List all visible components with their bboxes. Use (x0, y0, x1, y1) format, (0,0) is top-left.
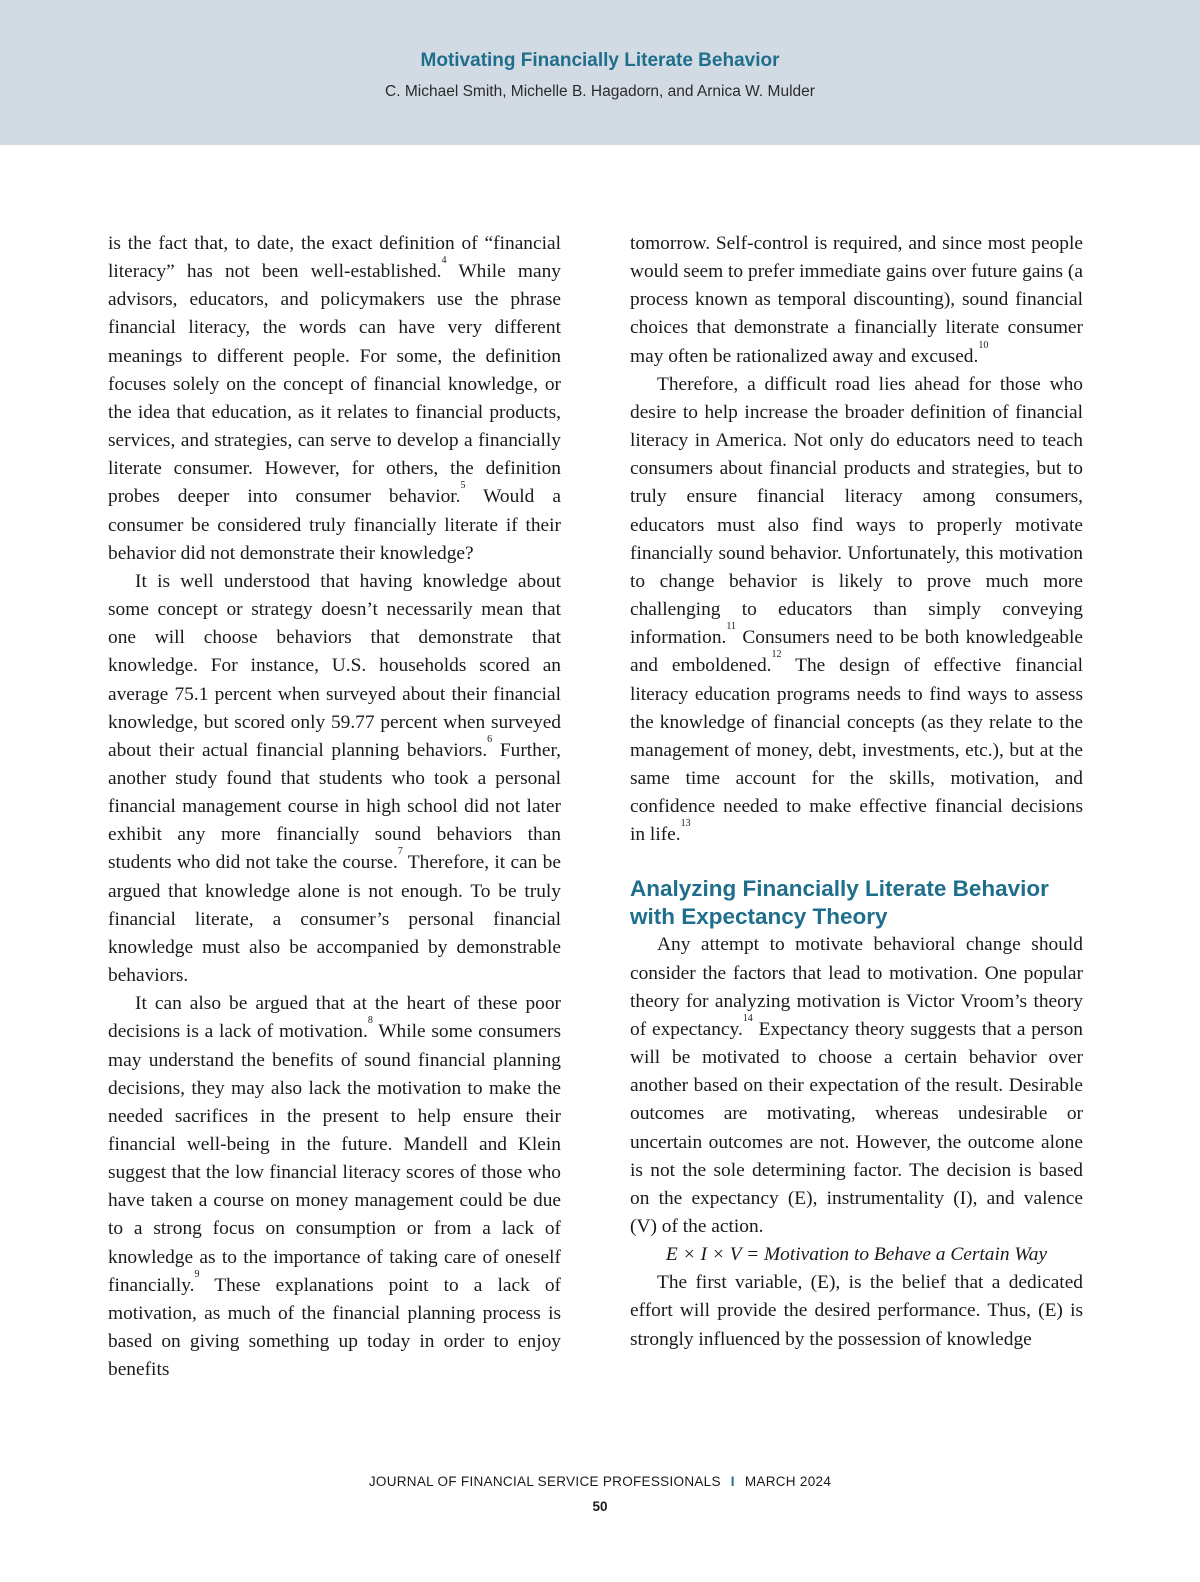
body-paragraph: tomorrow. Self-control is required, and since most people would seem to prefer immediate gains over future gains (a process known as temporal discounting), sound financial choices that demonstrate a financially literate consumer may often be rationalized away and excused.$^{10}$ (630, 233, 1083, 367)
footnote-ref: 5 (460, 480, 466, 492)
footnote-ref: 13 (680, 818, 691, 830)
left-column (108, 230, 561, 1384)
footnote-ref: 10 (978, 339, 989, 351)
body-paragraph: It can also be argued that at the heart of these poor decisions is a lack of motivation.$^8$ While some consumers may understand the benefits of sound financial planning decisions, they may also lack the motivation to make the needed sacrifices in the present to help ensure their financial well-being in the future. Mandell and Klein suggest that the low financial literacy scores of those who have taken a course on money management could be due to a strong focus on consumption or from a lack of knowledge as to the importance of taking care of oneself financially.$^9$ These explanations point to a lack of motivation, as much of the financial planning process is based on giving something up today in order to enjoy benefits (108, 993, 561, 1381)
footer-journal-line (0, 1474, 1200, 1489)
article-authors: C. Michael Smith, Michelle B. Hagadorn, and Arnica W. Mulder (385, 83, 815, 100)
section-heading: Analyzing Financially Literate Behavior with Expectancy Theory (630, 876, 1049, 930)
body-paragraph: Therefore, a difficult road lies ahead for those who desire to help increase the broader definition of financial literacy in America. Not only do educators need to teach consumers about financial products and strategies, but to truly ensure financial literacy among consumers, educators must also find ways to properly motivate financially sound behavior. Unfortunately, this motivation to change behavior is likely to prove much more challenging to educators than simply conveying information.$^{11}$ Consumers need to be both knowledgeable and emboldened.$^{12}$ The design of effective financial literacy education programs needs to find ways to assess the knowledge of financial concepts (as they relate to the management of money, debt, investments, etc.), but at the same time account for the skills, motivation, and confidence needed to make effective financial decisions in life.$^{13}$ (630, 373, 1083, 846)
footer-separator: I (730, 1474, 735, 1489)
footnote-ref: 4 (441, 255, 447, 267)
footnote-ref: 14 (742, 1012, 753, 1024)
journal-name: JOURNAL OF FINANCIAL SERVICE PROFESSIONALS (368, 1474, 721, 1489)
article-title: Motivating Financially Literate Behavior (420, 50, 780, 71)
footnote-ref: 8 (367, 1015, 373, 1027)
footnote-ref: 12 (771, 649, 782, 661)
body-paragraph: Any attempt to motivate behavioral change should consider the factors that lead to motivation. One popular theory for analyzing motivation is Victor Vroom’s theory of expectancy.$^{14}$ Expectancy theory suggests that a person will be motivated to choose a certain behavior over another based on their expectation of the result. Desirable outcomes are motivating, whereas undesirable or uncertain outcomes are not. However, the outcome alone is not the sole determining factor. The decision is based on the expectancy (E), instrumentality (I), and valence (V) of the action. (630, 934, 1083, 1237)
footnote-ref: 6 (487, 733, 493, 745)
right-column (630, 230, 1083, 1354)
footnote-ref: 9 (194, 1268, 200, 1280)
body-paragraph: It is well understood that having knowledge about some concept or strategy doesn’t necessarily mean that one will choose behaviors that demonstrate that knowledge. For instance, U.S. households scored an average 75.1 percent when surveyed about their financial knowledge, but scored only 59.77 percent when surveyed about their actual financial planning behaviors.$^6$ Further, another study found that students who took a personal financial management course in high school did not later exhibit any more financially sound behaviors than students who did not take the course.$^7$ Therefore, it can be argued that knowledge alone is not enough. To be truly financial literate, a consumer’s personal financial knowledge must also be accompanied by demonstrable behaviors. (108, 570, 561, 987)
body-paragraph: The first variable, (E), is the belief that a dedicated effort will provide the desired performance. Thus, (E) is strongly influenced by the possession of knowledge (630, 1272, 1083, 1350)
footnote-ref: 11 (726, 621, 737, 633)
footnote-ref: 7 (397, 846, 403, 858)
issue-date: MARCH 2024 (744, 1474, 832, 1489)
equation: E × I × V = Motivation to Behave a Certain Way (665, 1244, 1048, 1266)
body-paragraph: is the fact that, to date, the exact definition of “financial literacy” has not been well-established.$^4$ While many advisors, educators, and policymakers use the phrase financial literacy, the words can have very different meanings to different people. For some, the definition focuses solely on the concept of financial knowledge, or the idea that education, as it relates to financial products, services, and strategies, can serve to develop a financially literate consumer. However, for others, the definition probes deeper into consumer behavior.$^5$ Would a consumer be considered truly financially literate if their behavior did not demonstrate their knowledge? (108, 233, 561, 564)
page-number: 50 (592, 1499, 608, 1514)
header-band (0, 0, 1200, 145)
